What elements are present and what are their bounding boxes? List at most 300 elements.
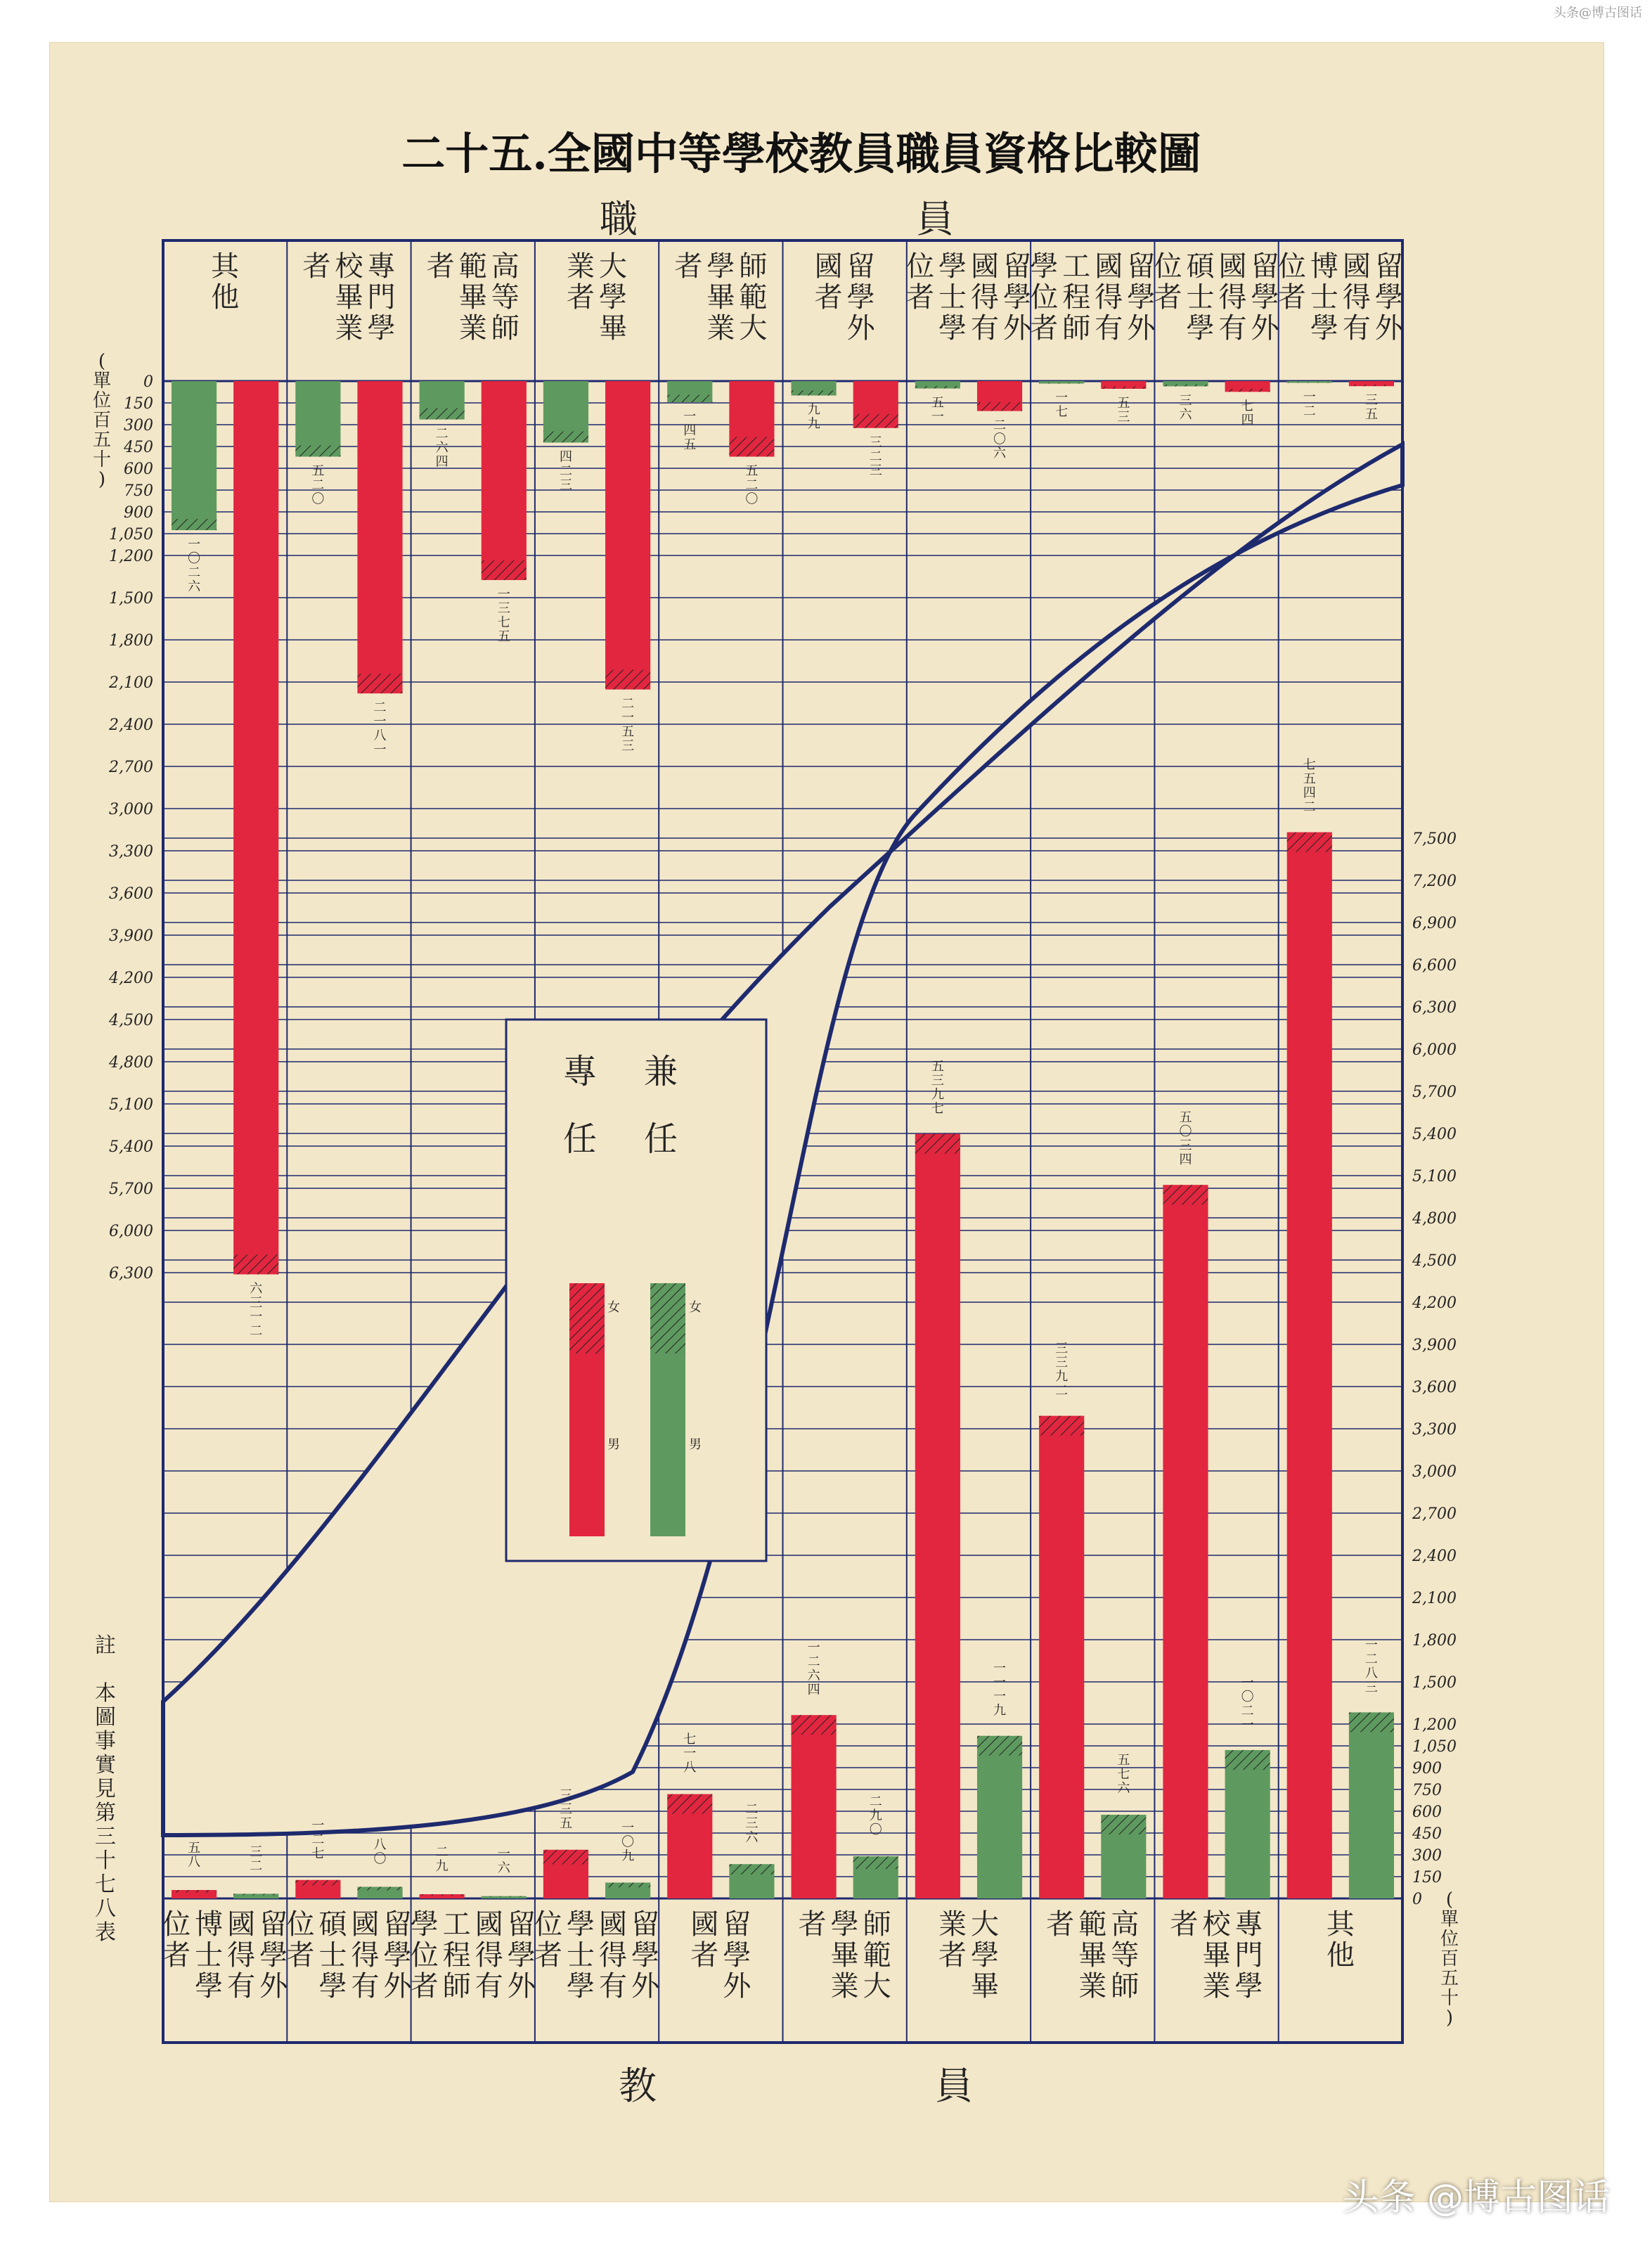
bottom-zhuanren-value-label (560, 1788, 572, 1831)
bar-bottom-zhuanren-hatch (420, 1894, 465, 1896)
label-char: 其 (211, 250, 240, 283)
label-char: 二 (250, 1858, 263, 1874)
bottom-ytick-label: 450 (1412, 1825, 1442, 1843)
bar-top-jianren (172, 381, 217, 530)
label-char: 十 (92, 449, 112, 470)
label-char: 留 (723, 1908, 751, 1941)
label-char: 碩 (318, 1908, 347, 1941)
label-char: 學 (938, 250, 967, 283)
label-char: 博 (1310, 250, 1338, 283)
label-column (567, 1908, 595, 2002)
bottom-ytick-label: 6,300 (1412, 999, 1457, 1017)
top-ytick-label: 900 (124, 504, 153, 522)
label-char: 第 (95, 1801, 116, 1825)
bar-top-jianren (295, 381, 340, 456)
label-column (906, 250, 934, 314)
label-column (475, 1908, 503, 2002)
label-char: 一 (621, 1820, 635, 1836)
label-char: 業 (706, 312, 735, 345)
label-char: 九 (621, 1849, 635, 1864)
label-char: 學 (567, 1908, 595, 1941)
label-char: 六 (250, 1281, 263, 1297)
label-column (863, 1908, 891, 2002)
label-char: 外 (383, 1970, 412, 2002)
legend-swatch-jianren-hatch (650, 1283, 685, 1354)
label-char: 員 (916, 197, 954, 241)
label-char: 畢 (1202, 1939, 1231, 1972)
label-char: 六 (188, 579, 201, 595)
label-char: 二 (311, 477, 325, 493)
label-char: 學 (1127, 281, 1156, 314)
label-char: 百 (92, 410, 112, 431)
bar-top-jianren-hatch (420, 409, 465, 420)
bottom-ytick-label: 5,100 (1412, 1168, 1457, 1185)
label-char: 三 (95, 1825, 116, 1849)
label-column (1219, 250, 1247, 345)
legend-sub-label-female: 女 (607, 1300, 620, 1315)
bar-top-zhuanren (233, 381, 278, 1274)
legend-sub-label-female: 女 (689, 1300, 702, 1315)
label-char: 外 (1251, 312, 1279, 345)
label-char: 師 (491, 312, 520, 345)
label-char: 七 (497, 615, 510, 630)
label-column (162, 1908, 191, 1972)
top-jianren-value-label (683, 409, 696, 452)
label-char: 五 (621, 724, 635, 740)
top-category-label (1154, 250, 1280, 345)
label-char: 八 (683, 1760, 697, 1775)
top-jianren-value-label (188, 537, 201, 594)
label-char: 碩 (1186, 250, 1215, 283)
label-char: 有 (599, 1970, 628, 2002)
label-char: 九 (435, 1859, 449, 1875)
label-char: 位 (162, 1908, 191, 1941)
label-char: 外 (259, 1970, 288, 2002)
label-char: 百 (1440, 1948, 1459, 1969)
label-char: 學 (410, 1908, 439, 1941)
top-zhuanren-value-label (1117, 396, 1130, 425)
label-char: 三 (1179, 393, 1192, 409)
label-char: 一 (250, 1309, 263, 1325)
label-char: ) (98, 469, 106, 490)
label-char: 業 (938, 1908, 967, 1941)
label-char: 學 (383, 1939, 412, 1972)
legend-swatch-zhuanren-hatch (569, 1283, 605, 1354)
bar-top-zhuanren-hatch (605, 670, 650, 690)
label-char: 註 (95, 1633, 116, 1658)
top-ytick-label: 600 (124, 461, 153, 478)
label-column (227, 1908, 255, 2002)
label-char: 二 (435, 426, 449, 442)
label-char: 者 (1170, 1908, 1199, 1941)
bottom-ytick-label: 5,700 (1412, 1084, 1457, 1101)
label-char: ( (98, 351, 106, 372)
label-char: 三 (745, 1816, 759, 1832)
label-char: 二 (435, 1845, 449, 1860)
bottom-zhuanren-value-label (1303, 758, 1316, 815)
label-char: 學 (970, 1939, 999, 1972)
bar-bottom-jianren-hatch (729, 1864, 774, 1875)
label-char: 八 (188, 1855, 201, 1870)
label-char: 專 (1234, 1908, 1263, 1941)
top-ytick-label: 6,000 (109, 1223, 153, 1240)
label-char: 五 (1303, 771, 1316, 787)
top-category-label (1278, 250, 1404, 345)
label-column (690, 1908, 718, 1972)
label-char: 者 (938, 1939, 967, 1972)
label-char: 學 (507, 1939, 536, 1972)
label-char: 〇 (1241, 1689, 1254, 1704)
label-char: 師 (442, 1970, 471, 2002)
top-category-label (1030, 250, 1156, 345)
label-column (259, 1908, 288, 2002)
label-column (195, 1908, 223, 2002)
bar-bottom-zhuanren (1039, 1416, 1084, 1898)
bottom-ytick-label: 1,050 (1412, 1738, 1457, 1756)
top-ytick-label: 4,800 (109, 1054, 153, 1072)
label-char: 六 (1179, 407, 1192, 423)
bar-top-jianren-hatch (1039, 382, 1084, 383)
bar-bottom-zhuanren-hatch (1287, 832, 1332, 852)
label-char: 者 (690, 1939, 719, 1972)
label-column (211, 250, 240, 314)
legend-sub-label-male: 男 (689, 1437, 702, 1452)
label-char: 範 (1078, 1908, 1107, 1941)
label-char: 畢 (970, 1970, 999, 2002)
label-char: 五 (311, 463, 325, 479)
label-column (599, 250, 627, 345)
legend (506, 1020, 766, 1561)
label-char: 學 (1310, 312, 1338, 345)
label-char: 〇 (745, 491, 759, 507)
top-zhuanren-value-label (621, 697, 634, 754)
bar-top-zhuanren-hatch (853, 414, 898, 428)
label-char: 二 (745, 477, 759, 493)
bottom-zhuanren-value-label (683, 1732, 696, 1775)
label-char: 〇 (373, 1851, 387, 1867)
label-char: 士 (318, 1939, 347, 1972)
label-column (815, 250, 843, 314)
top-jianren-value-label (1179, 393, 1192, 422)
bar-top-jianren-hatch (295, 445, 340, 456)
label-char: 業 (1202, 1970, 1231, 2002)
label-char: 四 (1179, 1152, 1192, 1168)
label-char: 學 (846, 281, 875, 314)
label-char: 圖 (95, 1705, 116, 1730)
bar-bottom-jianren-hatch (1225, 1750, 1270, 1770)
label-char: 一 (373, 714, 387, 730)
top-category-label (906, 250, 1032, 345)
label-column (302, 250, 330, 283)
label-char: 高 (1111, 1908, 1140, 1941)
label-char: 一 (683, 409, 697, 424)
label-char: 有 (475, 1970, 503, 2002)
bottom-ytick-label: 7,500 (1412, 830, 1457, 848)
label-char: 二 (745, 1802, 759, 1818)
label-char: 者 (426, 250, 455, 283)
top-ytick-label: 2,100 (109, 674, 153, 692)
bottom-ytick-label: 3,600 (1412, 1379, 1457, 1396)
bar-bottom-jianren-hatch (482, 1896, 527, 1897)
label-char: 留 (1374, 250, 1403, 283)
label-char: 一 (807, 1640, 820, 1656)
label-char: 業 (458, 312, 487, 345)
label-char: 外 (631, 1970, 660, 2002)
label-char: 五 (1117, 1752, 1130, 1768)
bottom-ytick-label: 3,900 (1412, 1337, 1457, 1354)
bar-bottom-jianren-hatch (357, 1886, 402, 1890)
top-ytick-label: 750 (124, 482, 153, 500)
bar-top-zhuanren (357, 381, 402, 693)
bar-bottom-zhuanren-hatch (792, 1715, 837, 1735)
bottom-category-label (1170, 1908, 1263, 2002)
label-char: 專 (367, 250, 396, 283)
label-char: 七 (311, 1846, 325, 1861)
bar-bottom-zhuanren (792, 1715, 837, 1898)
label-char: 七 (1241, 399, 1254, 414)
legend-box (506, 1020, 766, 1561)
label-char: 學 (318, 1970, 347, 2002)
label-column (831, 1908, 859, 2002)
label-char: 學 (367, 312, 396, 345)
bar-top-jianren-hatch (1163, 385, 1208, 387)
top-zhuanren-value-label (993, 418, 1007, 461)
label-char: 學 (723, 1939, 751, 1972)
label-char: 二 (993, 418, 1007, 433)
bar-bottom-zhuanren (1287, 832, 1332, 1898)
label-char: 〇 (311, 491, 325, 507)
label-char: 者 (1277, 281, 1306, 314)
label-column (534, 1908, 562, 1972)
label-char: 外 (1374, 312, 1403, 345)
label-char: 有 (970, 312, 999, 345)
label-column (443, 1908, 471, 2002)
label-char: 得 (970, 281, 999, 314)
label-char: 者 (1154, 281, 1182, 314)
label-char: 得 (475, 1939, 503, 1972)
top-jianren-value-label (560, 449, 572, 492)
label-char: 師 (863, 1908, 891, 1941)
bottom-ytick-label: 3,000 (1412, 1463, 1457, 1481)
label-char: 者 (162, 1939, 191, 1972)
label-char: 業 (567, 250, 595, 283)
label-char: 國 (599, 1908, 628, 1941)
label-char: 八 (95, 1896, 116, 1921)
bottom-ytick-label: 2,700 (1412, 1505, 1457, 1523)
top-jianren-value-label (1303, 390, 1316, 418)
label-char: 學 (1251, 281, 1279, 314)
label-char: 得 (351, 1939, 380, 1972)
label-char: 一 (1055, 390, 1069, 406)
label-char: 〇 (188, 551, 201, 567)
top-ytick-label: 1,800 (109, 632, 153, 650)
bar-top-zhuanren-hatch (1101, 387, 1146, 389)
label-char: 位 (905, 250, 934, 283)
top-zhuanren-value-label (498, 587, 510, 644)
bottom-ytick-label: 1,800 (1412, 1632, 1457, 1650)
bar-top-zhuanren-hatch (1225, 389, 1270, 392)
label-char: 留 (507, 1908, 536, 1941)
label-char: 九 (993, 1703, 1007, 1718)
label-column (1170, 1908, 1199, 1941)
label-char: 六 (807, 1669, 820, 1684)
bar-bottom-jianren-hatch (853, 1856, 898, 1869)
bottom-ytick-label: 0 (1412, 1891, 1422, 1908)
label-char: 國 (227, 1908, 256, 1941)
top-ytick-label: 300 (124, 417, 153, 435)
label-char: 士 (1310, 281, 1338, 314)
label-char: 三 (559, 477, 572, 493)
top-category-label (427, 250, 520, 345)
bar-top-jianren-hatch (915, 386, 960, 389)
label-char: 有 (1218, 312, 1247, 345)
label-char: 等 (491, 281, 520, 314)
bottom-ytick-label: 6,900 (1412, 915, 1457, 932)
label-char: 師 (1062, 312, 1091, 345)
label-char: 博 (195, 1908, 224, 1941)
label-char: 程 (1062, 281, 1091, 314)
label-char: 一 (1364, 1638, 1378, 1653)
label-char: 三 (1364, 393, 1378, 409)
bar-bottom-zhuanren-hatch (1163, 1185, 1208, 1204)
label-column (938, 1908, 967, 1972)
bar-bottom-jianren (1225, 1750, 1270, 1898)
label-char: 九 (869, 1808, 882, 1824)
label-char: 學 (1234, 1970, 1263, 2002)
label-char: 四 (807, 1683, 820, 1698)
label-column (1030, 250, 1058, 345)
label-column (491, 250, 520, 345)
label-char: 職 (600, 197, 638, 241)
label-char: 等 (1111, 1939, 1140, 1972)
label-char: 三 (559, 1801, 572, 1817)
top-ytick-label: 6,300 (109, 1265, 153, 1282)
watermark: 头条 @博古图话 (1342, 2177, 1610, 2219)
bottom-category-label (534, 1908, 660, 2002)
top-zhuanren-value-label (870, 435, 882, 478)
label-column (1343, 250, 1371, 345)
label-column (599, 1908, 627, 2002)
top-ytick-label: 5,100 (109, 1096, 153, 1114)
top-zhuanren-value-label (1241, 399, 1254, 428)
label-column (351, 1908, 379, 2002)
label-char: 工 (1062, 250, 1091, 283)
bottom-jianren-value-label (745, 1802, 759, 1845)
bar-top-zhuanren-hatch (357, 674, 402, 693)
label-char: 三 (1117, 409, 1130, 425)
label-char: 五 (931, 1059, 944, 1074)
label-char: 有 (1342, 312, 1371, 345)
label-char: 位 (92, 390, 112, 411)
bottom-zhuanren-value-label (188, 1841, 200, 1870)
bottom-jianren-value-label (250, 1844, 262, 1873)
label-char: 位 (410, 1939, 439, 1972)
top-ytick-label: 0 (143, 373, 153, 391)
label-char: 國 (970, 250, 999, 283)
top-ytick-label: 450 (124, 439, 153, 456)
label-char: 工 (442, 1908, 471, 1941)
label-char: 者 (674, 250, 703, 283)
label-char: 二 (373, 700, 387, 716)
legend-sub-label-male: 男 (607, 1437, 620, 1452)
label-char: 國 (351, 1908, 380, 1941)
label-char: 業 (830, 1970, 859, 2002)
label-char: 士 (938, 281, 967, 314)
label-char: 表 (95, 1920, 116, 1945)
bar-bottom-zhuanren-hatch (295, 1880, 340, 1886)
label-char: 位 (1154, 250, 1182, 283)
label-char: 實 (95, 1753, 116, 1778)
label-char: 士 (1186, 281, 1215, 314)
label-char: 位 (286, 1908, 315, 1941)
top-category-label (815, 250, 876, 345)
label-char: 七 (931, 1101, 944, 1117)
top-ytick-label: 2,400 (109, 716, 153, 734)
label-char: 五 (1179, 1110, 1192, 1126)
label-column (674, 250, 702, 283)
bar-top-zhuanren-hatch (233, 1254, 278, 1274)
label-char: 〇 (1179, 1124, 1192, 1140)
corner-mark: 头条@博古图话 (1554, 6, 1642, 20)
label-char: 一 (683, 1746, 697, 1761)
label-char: 一 (993, 1689, 1007, 1704)
bar-bottom-jianren (1349, 1712, 1394, 1898)
label-char: 者 (567, 281, 595, 314)
label-char: 國 (1218, 250, 1247, 283)
bar-top-zhuanren (605, 381, 650, 690)
label-char: 二 (311, 1832, 325, 1847)
label-char: 者 (1046, 1908, 1075, 1941)
bottom-jianren-value-label (993, 1661, 1006, 1718)
top-zhuanren-value-label (745, 463, 758, 506)
label-char: 校 (335, 250, 363, 283)
bottom-zhuanren-value-label (931, 1060, 944, 1117)
bar-bottom-jianren-hatch (977, 1736, 1022, 1756)
label-char: 校 (1202, 1908, 1231, 1941)
bar-bottom-jianren-hatch (1101, 1815, 1146, 1834)
label-char: 士 (195, 1939, 224, 1972)
label-char: 畢 (599, 312, 628, 345)
bottom-jianren-value-label (1241, 1676, 1254, 1732)
top-zhuanren-value-label (250, 1281, 263, 1338)
label-char: 五 (931, 395, 944, 411)
label-char: 五 (1440, 1968, 1459, 1989)
label-column (799, 1908, 827, 1941)
label-char: 十 (1440, 1988, 1459, 2009)
label-char: 九 (931, 1087, 944, 1102)
label-char: 學 (1002, 281, 1031, 314)
label-char: 士 (567, 1939, 595, 1972)
label-column (631, 1908, 660, 2002)
label-char: 單 (92, 371, 112, 392)
label-char: 二 (1055, 1383, 1069, 1399)
label-column (1187, 250, 1215, 345)
bar-bottom-zhuanren-hatch (667, 1794, 712, 1814)
bottom-ytick-label: 7,200 (1412, 873, 1457, 890)
label-char: 九 (1055, 1369, 1069, 1384)
label-char: 學 (830, 1908, 859, 1941)
bottom-category-label (1327, 1908, 1356, 1972)
label-char: 者 (798, 1908, 827, 1941)
top-jianren-value-label (436, 427, 449, 470)
label-char: 程 (442, 1939, 471, 1972)
label-char: 他 (211, 281, 240, 314)
label-char: 大 (863, 1970, 891, 2002)
label-char: 八 (373, 1837, 387, 1853)
bottom-ytick-label: 2,100 (1412, 1590, 1457, 1607)
label-char: 七 (1117, 1766, 1130, 1782)
label-char: 大 (599, 250, 628, 283)
